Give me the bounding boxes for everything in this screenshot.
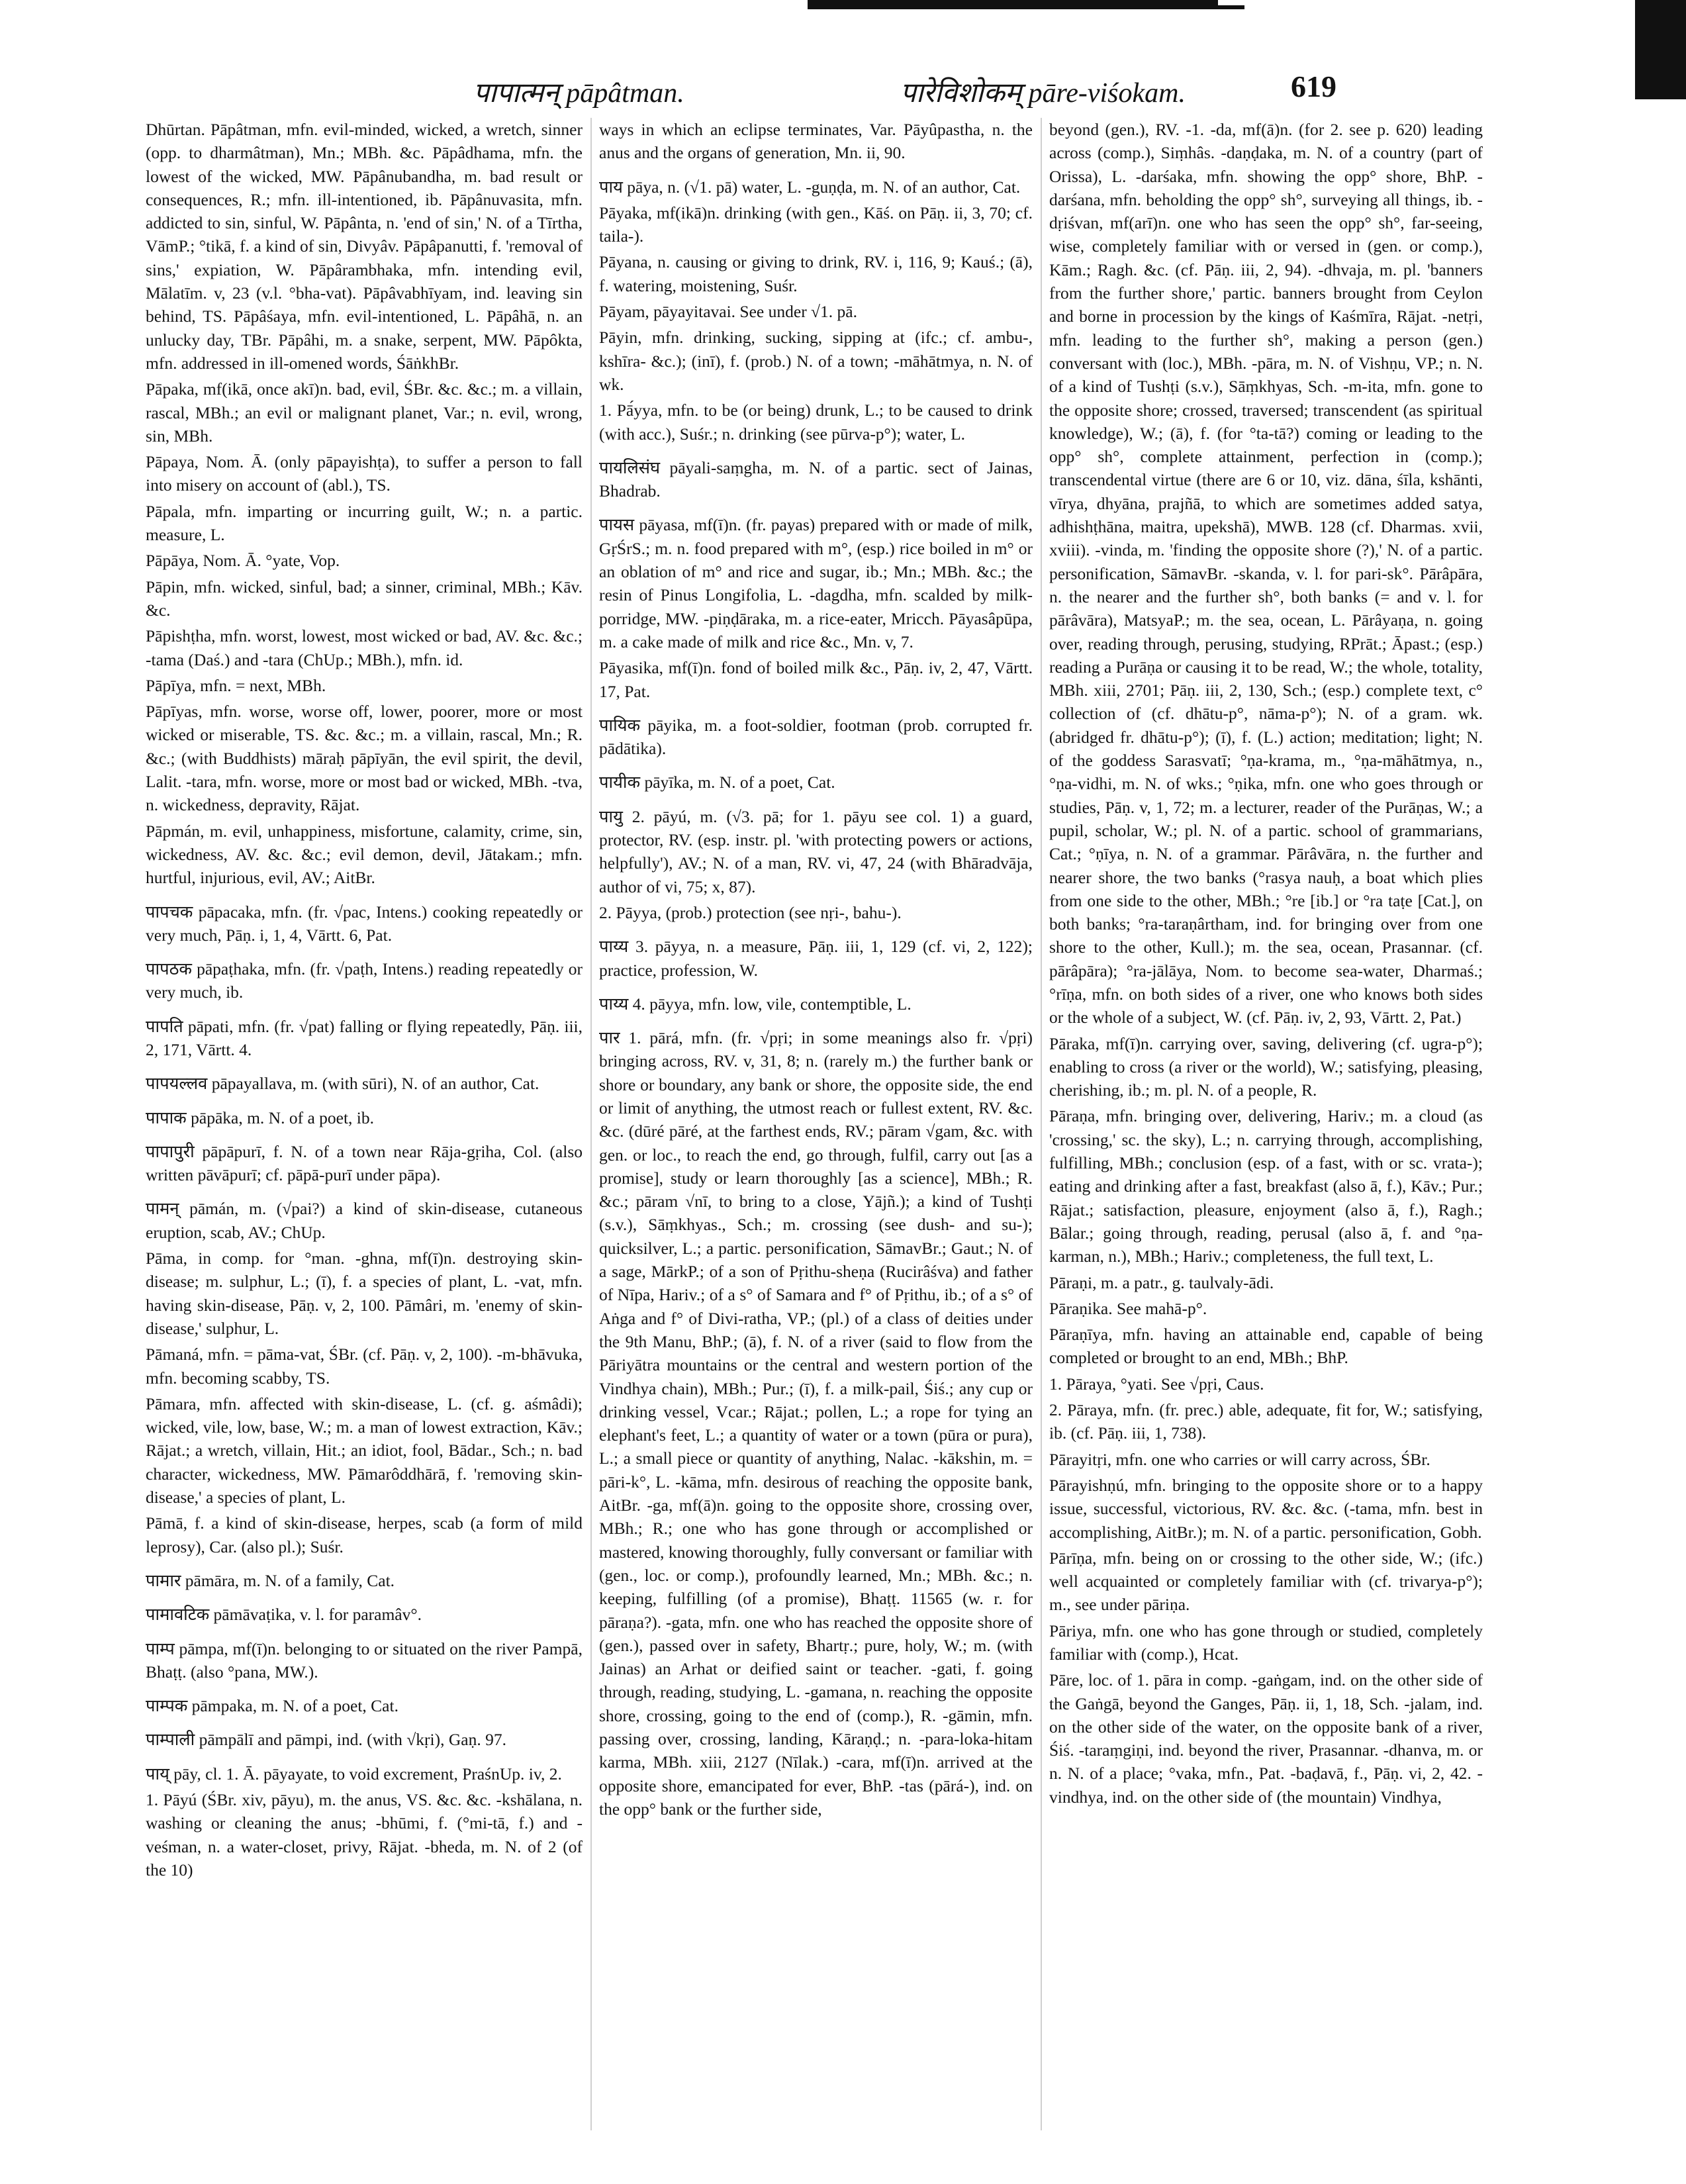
dictionary-entry: पापयल्लव pāpayallava, m. (with sūri), N. of an author, Cat. <box>146 1074 539 1094</box>
dictionary-entry: पायस pāyasa, mf(ī)n. (fr. payas) prepared with or made of milk, GṛŚrS.; m. n. food prepared with m°, (esp.) rice boiled in m° or an oblation of m° and rice and sugar, ib.; Mn.; MBh. &c.; the resin of Pinus Longifolia, L. -dagdha, mfn. scalded by milk-porridge, MW. -piṇḍāraka, m. a rice-eater, Mricch. Pāyasâpūpa, m. a cake made of milk and rice &c., Mn. v, 7. <box>599 515 1033 651</box>
dictionary-entry: Pāpala, mfn. imparting or incurring guilt, W.; n. a partic. measure, L. <box>146 501 583 545</box>
dictionary-entry: पाम्पाली pāmpālī and pāmpi, ind. (with √kṛi), Gaṇ. 97. <box>146 1730 506 1750</box>
dictionary-entry: Pāraka, mf(ī)n. carrying over, saving, delivering (cf. ugra-p°); enabling to cross (a river or the world), W.; satisfying, pleasing, cherishing, ib.; m. pl. N. of a people, R. <box>1049 1033 1483 1100</box>
page-number: 619 <box>1291 70 1336 103</box>
dictionary-entry: पाम्प pāmpa, mf(ī)n. belonging to or situated on the river Pampā, Bhaṭṭ. (also °pana, MW.). <box>146 1638 583 1682</box>
dictionary-entry: Pāre, loc. of 1. pāra in comp. -gaṅgam, ind. on the other side of the Gaṅgā, beyond the Ganges, Pāṇ. ii, 1, 18, Sch. -jalam, ind. on the other side of the water, on the opposite bank of a river, Śiś. -taraṃgiṇi, ind. beyond the river, Prasannar. -dhanva, m. or n. N. of a place; °vaka, mfn., Pat. -baḍavā, f., Pāṇ. vi, 2, 42. -vindhya, ind. on the other side of (the mountain) Vindhya, <box>1049 1670 1483 1807</box>
dictionary-entry: Pāyaka, mf(ikā)n. drinking (with gen., Kāś. on Pāṇ. ii, 3, 70; cf. taila-). <box>599 203 1033 246</box>
dictionary-entry: Pāpāya, Nom. Ā. °yate, Vop. <box>146 551 340 571</box>
dictionary-entry: Pāraṇīya, mfn. having an attainable end, capable of being completed or brought to an end, MBh.; BhP. <box>1049 1325 1483 1368</box>
dictionary-entry: Pāmaná, mfn. = pāma-vat, ŚBr. (cf. Pāṇ. v, 2, 100). -m-bhāvuka, mfn. becoming scabby, TS. <box>146 1345 583 1388</box>
dictionary-entry: 2. Pāraya, mfn. (fr. prec.) able, adequate, fit for, W.; satisfying, ib. (cf. Pāṇ. iii, 1, 738). <box>1049 1400 1483 1443</box>
dictionary-entry: Pāmā, f. a kind of skin-disease, herpes, scab (a form of mild leprosy), Car. (also pl.); Suśr. <box>146 1513 583 1556</box>
dictionary-entry: पार 1. pārá, mfn. (fr. √pṛi; in some meanings also fr. √pṛi) bringing across, RV. v, 31, 8; n. (rarely m.) the further bank or shore or boundary, any bank or shore, the opposite side, the end or limit of anything, the utmost reach or fullest extent, RV. &c. &c. (dūré pāré, at the farthest ends, RV.; pāram √gam, &c. with gen. or loc., to reach the end, go through, fulfil, carry out [as a promise], study or learn thoroughly [as a science], MBh.; R. &c.; pāram √nī, to bring to a close, Yājñ.); a kind of Tushṭi (s.v.), Sāṃkhyas., Sch.; m. crossing (see dush- and su-); quicksilver, L.; a partic. personification, SāmavBr.; Gaut.; N. of a sage, MārkP.; of a son of Pṛithu-sheṇa (Rucirâśva) and father of Nīpa, Hariv.; of a s° of Samara and f° of Pṛithu, ib.; of a s° of Aṅga and f° of Divi-ratha, VP.; (pl.) of a class of deities under the 9th Manu, BhP.; (ā), f. N. of a river (said to flow from the Pāriyātra mountains or the central and western portion of the Vindhya chain), MBh.; Pur.; (ī), f. a milk-pail, Śiś.; any cup or drinking vessel, Vcar.; Rājat.; pollen, L.; a rope for tying an elephant's feet, L.; a quantity of water or a town (pūra or pura), L.; a small piece or quantity of anything, Nalac. -kākshin, m. = pāri-k°, L. -kāma, mfn. desirous of reaching the opposite bank, AitBr. -ga, mf(ā)n. going to the opposite shore, crossing over, MBh.; R.; one who has gone through or accomplished or mastered, knowing thoroughly, fully conversant or familiar with (gen., loc. or comp.), profoundly learned, Mn.; MBh. &c.; n. keeping, fulfilling (of a promise), Bhaṭṭ. 11565 (w. r. for pāraṇa?). -gata, mfn. one who has reached the opposite shore of (gen.), passed over in safety, Bhartṛ.; pure, holy, W.; m. (with Jainas) an Arhat or deified saint or teacher. -gati, f. going through, reading, studying, L. -gamana, n. reaching the opposite shore, crossing, going to the end of (comp.), R. -gāmin, mfn. passing over, crossing, landing, Kāraṇḍ.; n. -para-loka-hitam karma, MBh. xiii, 2127 (Nīlak.) -cara, mf(ī)n. arrived at the opposite shore, emancipated for ever, BhP. -tas (pārá-), ind. on the opp° bank or the further side, <box>599 1028 1033 1819</box>
dictionary-entry: पापचक pāpacaka, mfn. (fr. √pac, Intens.) cooking repeatedly or very much, Pāṇ. i, 1, 4, Vārtt. 6, Pat. <box>146 902 583 945</box>
page-header <box>146 66 1470 119</box>
column-2 <box>599 118 1033 2130</box>
column-divider <box>1041 118 1042 2130</box>
dictionary-entry: Pāraṇa, mfn. bringing over, delivering, Hariv.; m. a cloud (as 'crossing,' sc. the sky), L.; n. carrying through, accomplishing, fulfilling, MBh.; conclusion (esp. of a fast, with or sc. vrata-); eating and drinking after a fast, breakfast (also ā, f.), Kāv.; Pur.; Rājat.; satisfaction, pleasure, enjoyment (also ā, f.), Ragh.; Bālar.; going through, reading, perusal (also ā, f. and °ṇa-karman, n.), MBh.; Hariv.; completeness, the full text, L. <box>1049 1106 1483 1266</box>
dictionary-entry: पापठक pāpaṭhaka, mfn. (fr. √paṭh, Intens.) reading repeatedly or very much, ib. <box>146 959 583 1002</box>
dictionary-entry: पायिक pāyika, m. a foot-soldier, footman (prob. corrupted fr. pādātika). <box>599 715 1033 759</box>
dictionary-entry: ways in which an eclipse terminates, Var. Pāyûpastha, n. the anus and the organs of generation, Mn. ii, 90. <box>599 120 1033 163</box>
dictionary-entry: पापाक pāpāka, m. N. of a poet, ib. <box>146 1108 375 1127</box>
dictionary-entry: Pāyasika, mf(ī)n. fond of boiled milk &c., Pāṇ. iv, 2, 47, Vārtt. 17, Pat. <box>599 658 1033 701</box>
dictionary-columns <box>146 118 1483 2130</box>
dictionary-entry: पामन् pāmán, m. (√pai?) a kind of skin-disease, cutaneous eruption, scab, AV.; ChUp. <box>146 1199 583 1242</box>
scan-edge-dash <box>1205 5 1244 9</box>
dictionary-entry: पापति pāpati, mfn. (fr. √pat) falling or flying repeatedly, Pāṇ. iii, 2, 171, Vārtt. 4. <box>146 1016 583 1059</box>
dictionary-entry: Pārayitṛi, mfn. one who carries or will carry across, ŚBr. <box>1049 1449 1430 1469</box>
dictionary-entry: Pāyana, n. causing or giving to drink, RV. i, 116, 9; Kauś.; (ā), f. watering, moistening, Suśr. <box>599 252 1033 295</box>
dictionary-entry: Pāpīyas, mfn. worse, worse off, lower, poorer, more or most wicked or miserable, TS. &c. &c.; m. a villain, rascal, Mn.; R. &c.; (with Buddhists) māraḥ pāpīyān, the evil spirit, the devil, Lalit. -tara, mfn. worse, more or most bad or wicked, MBh. -tva, n. wickedness, depravity, Rājat. <box>146 702 583 815</box>
dictionary-entry: पाय् pāy, cl. 1. Ā. pāyayate, to void excrement, PraśnUp. iv, 2. <box>146 1764 562 1783</box>
dictionary-entry: पामार pāmāra, m. N. of a family, Cat. <box>146 1570 395 1590</box>
dictionary-entry: पाय pāya, n. (√1. pā) water, L. -guṇḍa, m. N. of an author, Cat. <box>599 177 1021 197</box>
header-first-word: पापात्मन् pāpâtman. <box>473 78 684 109</box>
dictionary-entry: Pārayishṇú, mfn. bringing to the opposite shore or to a happy issue, successful, victorious, RV. &c. &c. (-tama, mfn. best in accomplishing, AitBr.); m. N. of a partic. personification, Gobh. <box>1049 1475 1483 1542</box>
scan-edge-mark <box>808 0 1218 9</box>
column-divider <box>590 118 592 2130</box>
dictionary-entry: beyond (gen.), RV. -1. -da, mf(ā)n. (for 2. see p. 620) leading across (comp.), Siṃhâs. -daṇḍaka, m. N. of a country (part of Orissa), L. -darśaka, mfn. showing the opp° shore, BhP. -darśana, mfn. beholding the opp° sh°, surveying all things, ib. -dṛiśvan, mf(arī)n. one who has seen the opp° sh°, far-seeing, wise, completely familiar with or versed in (gen. or comp.), Kām.; Ragh. &c. (cf. Pāṇ. iii, 2, 94). -dhvaja, m. pl. 'banners from the further shore,' partic. banners brought from Ceylon and borne in procession by the kings of Kaśmīra, Rājat. -netṛi, mfn. leading to the further sh°, making a person (gen.) conversant with (loc.), MBh. -pāra, m. N. of Vishṇu, VP.; n. N. of a kind of Tushṭi (s.v.), Sāṃkhyas, Sch. -m-ita, mfn. gone to the opposite shore; crossed, traversed; transcendent (as spiritual knowledge), W.; (ā), f. (for °ta-tā?) coming or leading to the opp° sh°, complete attainment, perfection in (comp.); transcendental virtue (there are 6 or 10, viz. dāna, śīla, kshānti, vīrya, dhyāna, prajñā, to which are sometimes added satya, adhishṭhāna, maitra, upekshā), MWB. 128 (cf. Dharmas. xvii, xviii). -vinda, m. 'finding the opposite shore (?),' N. of a partic. personification, SāmavBr. -skanda, v. l. for pari-sk°. Pārâpāra, n. the nearer and the further sh°, both banks (= and v. l. for pārâvāra), MatsyaP.; m. the sea, ocean, L. Pārâyaṇa, n. going over, reading through, perusing, studying, RPrāt.; Āpast.; (esp.) reading a Purāṇa or causing it to be read, W.; the whole, totality, MBh. xiii, 2701; Pāṇ. iii, 2, 130, Sch.; (esp.) complete text, c° collection of (cf. dhātu-p°, nāma-p°); N. of a gram. wk. (abridged fr. dhātu-p°); (ī), f. (L.) action; meditation; light; N. of the goddess Sarasvatī; °ṇa-krama, m., °ṇa-māhātmya, n., °ṇa-vidhi, m. N. of wks.; °ṇika, mfn. one who goes through or studies, Pāṇ. v, 1, 72; m. a lecturer, reader of the Purāṇas, W.; a pupil, scholar, W.; pl. N. of a partic. school of grammarians, Cat.; °ṇīya, n. N. of a grammar. Pārâvāra, n. the further and nearer shore, the two banks (°rasya nauḥ, a boat which plies from one side to the other, MBh.; °re [ib.] or °ra taṭe [Cat.], on both banks; °ra-taraṇârtham, ind. for bringing over from one shore to the other, Kull.); m. the sea, ocean, Prasannar. (cf. pārâpāra); °ra-jālāya, Nom. to become sea-water, Dharmaś.; °rīṇa, mfn. on both sides of a river, one who knows both sides or the whole of a subject, W. (cf. Pāṇ. iv, 2, 93, Vārtt. 2, Pat.) <box>1049 120 1483 1027</box>
dictionary-entry: पायीक pāyīka, m. N. of a poet, Cat. <box>599 773 835 792</box>
dictionary-entry: Pāpin, mfn. wicked, sinful, bad; a sinner, criminal, MBh.; Kāv. &c. <box>146 577 583 620</box>
dictionary-entry: पाय्य 3. pāyya, n. a measure, Pāṇ. iii, 1, 129 (cf. vi, 2, 122); practice, profession, W. <box>599 937 1033 980</box>
dictionary-entry: पायु 2. pāyú, m. (√3. pā; for 1. pāyu see col. 1) a guard, protector, RV. (esp. instr. pl. 'with protecting powers or actions, helpfully'), AV.; N. of a man, RV. vi, 47, 24 (with Bhāradvāja, author of vi, 75; x, 87). <box>599 806 1033 896</box>
header-last-word: पारेविशोकम् pāre-viśokam. <box>900 78 1186 109</box>
dictionary-entry: पाम्पक pāmpaka, m. N. of a poet, Cat. <box>146 1696 398 1716</box>
dictionary-entry: पापापुरी pāpāpurī, f. N. of a town near Rāja-gṛiha, Col. (also written pāvāpurī; cf. pāpā-purī under pāpa). <box>146 1141 583 1185</box>
dictionary-entry: पामावटिक pāmāvaṭika, v. l. for paramâv°. <box>146 1605 422 1625</box>
dictionary-entry: Pāpaka, mf(ikā, once akī)n. bad, evil, ŚBr. &c. &c.; m. a villain, rascal, MBh.; an evil or malignant planet, Var.; n. evil, wrong, sin, MBh. <box>146 379 583 446</box>
dictionary-entry: 1. Pāraya, °yati. See √pṛi, Caus. <box>1049 1374 1264 1394</box>
column-1 <box>146 118 583 2130</box>
dictionary-entry: पाय्य 4. pāyya, mfn. low, vile, contemptible, L. <box>599 994 912 1014</box>
dictionary-entry: Pāpishṭha, mfn. worst, lowest, most wicked or bad, AV. &c. &c.; -tama (Daś.) and -tara (ChUp.; MBh.), mfn. id. <box>146 626 583 669</box>
dictionary-entry: Pāma, in comp. for °man. -ghna, mf(ī)n. destroying skin-disease; m. sulphur, L.; (ī), f. a species of plant, L. -vat, mfn. having skin-disease, Pāṇ. v, 2, 100. Pāmâri, m. 'enemy of skin-disease,' sulphur, L. <box>146 1249 583 1338</box>
column-3 <box>1049 118 1483 2130</box>
dictionary-entry: Pāpaya, Nom. Ā. (only pāpayishṭa), to suffer a person to fall into misery on account of (abl.), TS. <box>146 452 583 495</box>
dictionary-entry: पायलिसंघ pāyali-saṃgha, m. N. of a partic. sect of Jainas, Bhadrab. <box>599 457 1033 501</box>
dictionary-entry: 1. Pāyú (ŚBr. xiv, pāyu), m. the anus, VS. &c. &c. -kshālana, n. washing or cleaning the anus; -bhūmi, f. (°mi-tā, f.) and -veśman, n. a water-closet, privy, Rājat. -bheda, m. N. of 2 (of the 10) <box>146 1790 583 1879</box>
dictionary-entry: Pāyin, mfn. drinking, sucking, sipping at (ifc.; cf. ambu-, kshīra- &c.); (inī), f. (prob.) N. of a town; -māhātmya, n. N. of wk. <box>599 328 1033 394</box>
dictionary-entry: Pāriya, mfn. one who has gone through or studied, completely familiar with (comp.), Hcat. <box>1049 1621 1483 1664</box>
dictionary-entry: Pāpmán, m. evil, unhappiness, misfortune, calamity, crime, sin, wickedness, AV. &c. &c.; evil demon, devil, Jātakam.; mfn. hurtful, injurious, evil, AV.; AitBr. <box>146 821 583 888</box>
dictionary-entry: 1. Pā́yya, mfn. to be (or being) drunk, L.; to be caused to drink (with acc.), Suśr.; n. drinking (see pūrva-p°); water, L. <box>599 401 1033 444</box>
dictionary-entry: 2. Pāyya, (prob.) protection (see nṛi-, bahu-). <box>599 902 902 922</box>
dictionary-entry: Pāyam, pāyayitavai. See under √1. pā. <box>599 302 857 322</box>
dictionary-entry: Dhūrtan. Pāpâtman, mfn. evil-minded, wicked, a wretch, sinner (opp. to dharmâtman), Mn.; MBh. &c. Pāpâdhama, mfn. the lowest of the wicked, MW. Pāpânubandha, m. bad result or consequences, R.; mfn. ill-intentioned, ib. Pāpânuvasita, mfn. addicted to sin, sinful, W. Pāpânta, n. 'end of sin,' N. of a Tīrtha, VāmP.; °tikā, f. a kind of sin, Divyâv. Pāpâpanutti, f. 'removal of sins,' expiation, W. Pāpârambhaka, mfn. intending evil, Mālatīm. v, 23 (v.l. °bha-vat). Pāpâvabhīyam, ind. leaving sin behind, TS. Pāpâśaya, mfn. evil-intentioned, L. Pāpâhā, n. an unlucky day, TBr. Pāpâhi, m. a snake, serpent, MW. Pāpôkta, mfn. addressed in ill-omened words, ŚāṅkhBr. <box>146 120 583 373</box>
dictionary-entry: Pāpīya, mfn. = next, MBh. <box>146 675 326 695</box>
scan-corner-mark <box>1635 0 1686 99</box>
dictionary-entry: Pāmara, mfn. affected with skin-disease, L. (cf. g. aśmâdi); wicked, vile, low, base, W.; m. a man of lowest extraction, Kāv.; Rājat.; a wretch, villain, Hit.; an idiot, fool, Bādar., Sch.; n. bad character, wickedness, MW. Pāmarôddhārā, f. 'removing skin-disease,' a species of plant, L. <box>146 1394 583 1507</box>
dictionary-entry: Pāraṇi, m. a patr., g. taulvaly-ādi. <box>1049 1272 1274 1292</box>
dictionary-entry: Pāraṇika. See mahā-p°. <box>1049 1298 1207 1318</box>
dictionary-entry: Pārīṇa, mfn. being on or crossing to the other side, W.; (ifc.) well acquainted or completely familiar with (cf. trivarya-p°); m., see under pāriṇa. <box>1049 1548 1483 1615</box>
